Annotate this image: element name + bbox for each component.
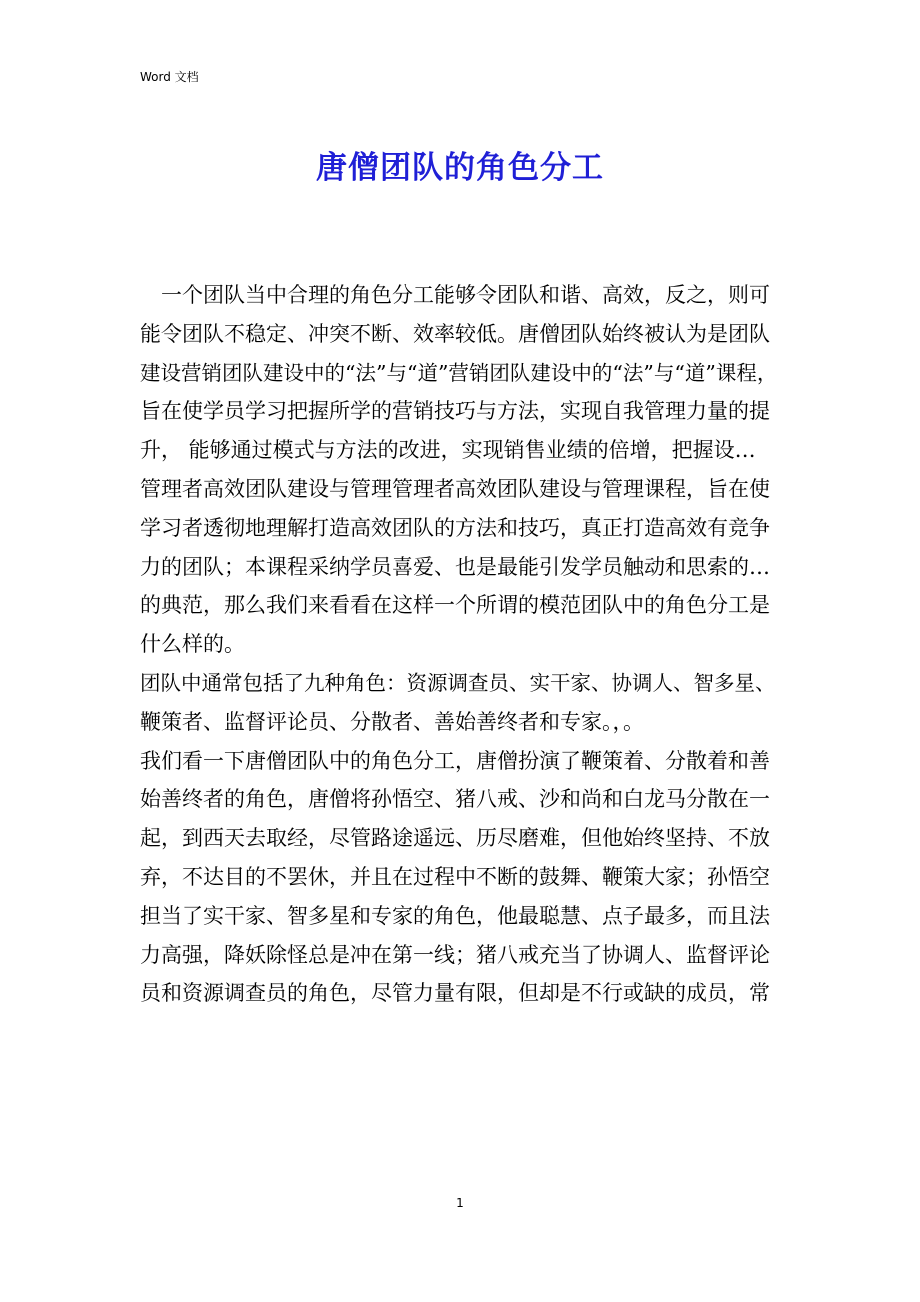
body-line: 建设营销团队建设中的“法”与“道”营销团队建设中的“法”与“道”课程， (140, 360, 778, 385)
document-header: Word 文档 (140, 70, 199, 84)
document-body (140, 276, 782, 1013)
body-line: 一个团队当中合理的角色分工能够令团队和谐、高效，反之，则可 (161, 283, 770, 307)
body-line: 力高强，降妖除怪总是冲在第一线；猪八戒充当了协调人、监督评论 (140, 942, 770, 967)
body-line: 担当了实干家、智多星和专家的角色，他最聪慧、点子最多，而且法 (140, 903, 770, 928)
body-line: 能令团队不稳定、冲突不断、效率较低。唐僧团队始终被认为是团队 (140, 321, 770, 346)
body-line: 什么样的。 (140, 632, 245, 657)
body-line: 升， 能够通过模式与方法的改进，实现销售业绩的倍增，把握设… (140, 438, 756, 463)
body-line: 起，到西天去取经，尽管路途遥远、历尽磨难，但他始终坚持、不放 (140, 826, 770, 851)
body-line: 管理者高效团队建设与管理管理者高效团队建设与管理课程，旨在使 (140, 476, 770, 501)
body-line: 的典范，那么我们来看看在这样一个所谓的模范团队中的角色分工是 (140, 593, 770, 618)
document-title: 唐僧团队的角色分工 (316, 150, 604, 186)
body-line: 我们看一下唐僧团队中的角色分工，唐僧扮演了鞭策着、分散着和善 (140, 748, 770, 773)
body-line: 弃，不达目的不罢休，并且在过程中不断的鼓舞、鞭策大家；孙悟空 (140, 864, 770, 889)
body-line: 团队中通常包括了九种角色：资源调查员、实干家、协调人、智多星、 (140, 670, 776, 695)
body-line: 学习者透彻地理解打造高效团队的方法和技巧，真正打造高效有竞争 (140, 515, 770, 540)
page-number: 1 (456, 1196, 464, 1210)
body-line: 鞭策者、监督评论员、分散者、善始善终者和专家。，。 (140, 709, 644, 734)
body-line: 始善终者的角色，唐僧将孙悟空、猪八戒、沙和尚和白龙马分散在一 (140, 787, 770, 812)
body-line: 员和资源调查员的角色，尽管力量有限，但却是不行或缺的成员，常 (140, 981, 770, 1006)
body-line: 力的团队；本课程采纳学员喜爱、也是最能引发学员触动和思索的… (140, 554, 770, 579)
body-line: 旨在使学员学习把握所学的营销技巧与方法，实现自我管理力量的提 (140, 399, 770, 424)
